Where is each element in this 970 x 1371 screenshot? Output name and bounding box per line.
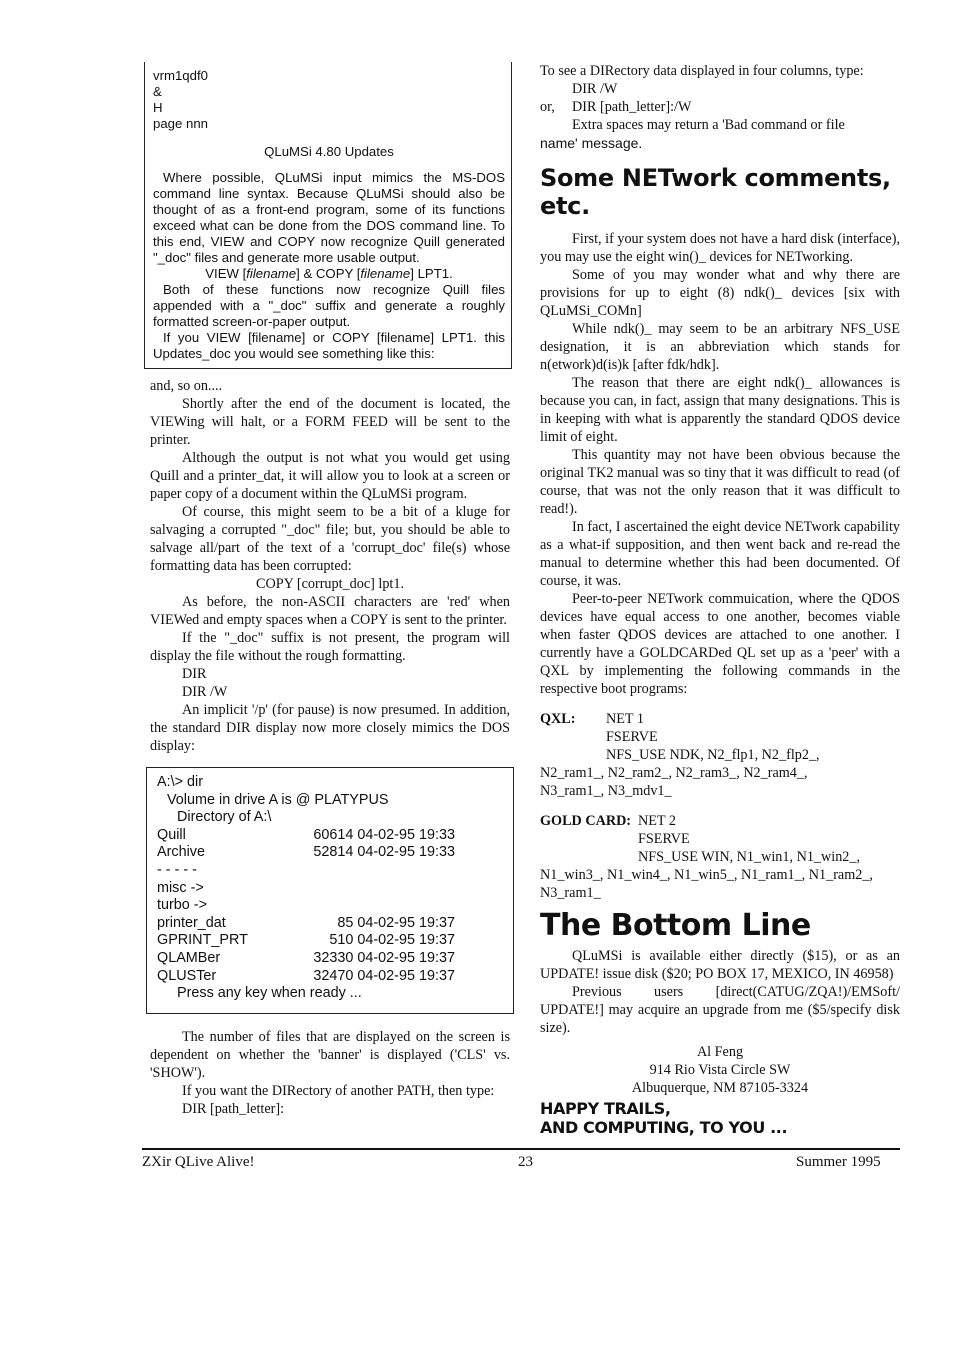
updates-box <box>144 62 512 369</box>
paragraph: QLuMSi is available either directly ($15), or as an UPDATE! issue disk ($20; PO BOX 17, MEXICO, IN 46958) <box>540 948 900 982</box>
file-name: printer_dat <box>157 914 226 931</box>
dir-separator: - - - - - <box>157 861 197 878</box>
gold-nfs: NFS_USE WIN, N1_win1, N1_win2_, <box>638 849 861 865</box>
paragraph: and, so on.... <box>150 378 223 394</box>
dir-entry <box>157 932 513 950</box>
address-city: Albuquerque, NM 87105-3324 <box>631 1080 809 1096</box>
qxl-label: QXL: <box>540 711 576 727</box>
dir-folder: turbo -> <box>157 897 207 914</box>
signoff-line: AND COMPUTING, TO YOU ... <box>540 1118 788 1137</box>
box-paragraph: Where possible, QLuMSi input mimics the MS-DOS command line syntax. Because QLuMSi should also be thought of as a front-end program, some of its functions exceed what can be done from the DOS command line. To this end, VIEW and COPY now recognize Quill generated "_doc" files and generate more usable output. <box>153 170 505 265</box>
file-info: 85 04-02-95 19:37 <box>337 914 455 931</box>
file-name: Archive <box>157 844 205 861</box>
bottom-line-body <box>540 947 900 1037</box>
box-title: QLuMSi 4.80 Updates <box>264 144 394 159</box>
box-line: H <box>153 100 163 115</box>
file-name: GPRINT_PRT <box>157 932 248 949</box>
paragraph: In fact, I ascertained the eight device NETwork capability as a what-if supposition, and then went back and re-read the manual to determine whether this had been documented. Of course, it was. <box>540 519 900 589</box>
paragraph: Previous users [direct(CATUG/ZQA!)/EMSoft/ UPDATE!] may acquire an upgrade from me ($5/specify disk size). <box>540 984 900 1036</box>
dir-directory: Directory of A:\ <box>177 809 272 826</box>
signoff-line: HAPPY TRAILS, <box>540 1099 671 1118</box>
command-line: DIR /W <box>572 81 618 97</box>
paragraph: Although the output is not what you would get using Quill and a printer_dat, it will allow you to look at a screen or paper copy of a document within the QLuMSi program. <box>150 450 510 502</box>
command-text: DIR [path_letter]:/W <box>572 99 692 115</box>
paragraph: An implicit '/p' (for pause) is now presumed. In addition, the standard DIR display now more closely mimics the DOS display: <box>150 702 510 754</box>
right-top <box>540 62 900 152</box>
qxl-line2: N2_ram1_, N2_ram2_, N2_ram3_, N2_ram4_, <box>540 765 808 781</box>
cmd-part: ] & COPY [ <box>296 266 361 281</box>
paragraph: Peer-to-peer NETwork commuication, where the QDOS devices have equal access to one another, becomes viable when faster QDOS devices are attached to one another. I currently have a GOLDCARDed QL set up as a 'peer' with a QXL by implementing the following commands in the respective boot programs: <box>540 591 900 697</box>
box-line: & <box>153 84 162 99</box>
section-heading-bottom-line: The Bottom Line <box>540 908 811 943</box>
dir-volume: Volume in drive A is @ PLATYPUS <box>167 791 389 808</box>
goldcard-block <box>540 812 900 902</box>
paragraph: Some of you may wonder what and why there are provisions for up to eight (8) ndk()_ devices [six with QLuMSi_COMn] <box>540 267 900 319</box>
qxl-net: NET 1 <box>606 711 644 727</box>
paragraph: First, if your system does not have a hard disk (interface), you may use the eight win()_ devices for NETworking. <box>540 231 900 265</box>
dir-entry <box>157 950 513 968</box>
command-line: DIR <box>182 666 207 682</box>
footer-publication: ZXir QLive Alive! <box>142 1154 255 1170</box>
box-paragraph: Both of these functions now recognize Quill files appended with a "_doc" suffix and generate a roughly formatted screen-or-paper output. <box>153 282 505 329</box>
paragraph: This quantity may not have been obvious because the original TK2 manual was so tiny that it was difficult to read (of course, that was not the only reason that it was difficult to read!). <box>540 447 900 517</box>
address-block <box>540 1043 900 1097</box>
dir-folder: misc -> <box>157 879 204 896</box>
cmd-italic: filename <box>246 266 297 281</box>
left-column <box>150 62 510 1118</box>
command-line: DIR /W <box>182 684 228 700</box>
file-info: 32470 04-02-95 19:37 <box>313 967 455 984</box>
or-label: or, <box>540 99 555 115</box>
address-name: Al Feng <box>696 1044 744 1060</box>
paragraph: While ndk()_ may seem to be an arbitrary NFS_USE designation, it is an abbreviation which stands for n(etwork)d(is)k [after fdk/hdk]. <box>540 321 900 373</box>
box-paragraph: If you VIEW [filename] or COPY [filename] LPT1. this Updates_doc you would see something like this: <box>153 330 505 361</box>
left-body-end <box>150 1028 510 1118</box>
qxl-line <box>540 710 900 728</box>
dir-listing-box <box>146 767 514 1014</box>
footer-rule <box>142 1148 900 1150</box>
qxl-block <box>540 710 900 800</box>
dir-entry <box>157 968 513 986</box>
gold-label: GOLD CARD: <box>540 813 632 829</box>
file-info: 52814 04-02-95 19:33 <box>313 844 455 861</box>
cmd-part: ] LPT1. <box>410 266 453 281</box>
paragraph: name' message. <box>540 135 643 151</box>
file-name: QLUSTer <box>157 967 217 984</box>
dir-prompt: A:\> dir <box>157 774 203 790</box>
box-command-line <box>153 266 505 282</box>
cmd-italic: filename <box>360 266 411 281</box>
dir-entry <box>157 827 513 845</box>
dir-entry <box>157 844 513 862</box>
file-name: QLAMBer <box>157 949 221 966</box>
file-info: 510 04-02-95 19:37 <box>329 932 455 949</box>
network-body <box>540 230 900 698</box>
paragraph: The number of files that are displayed on the screen is dependent on whether the 'banner' is displayed ('CLS' vs. 'SHOW'). <box>150 1028 510 1081</box>
file-info: 32330 04-02-95 19:37 <box>313 949 455 966</box>
command-line: COPY [corrupt_doc] lpt1. <box>255 576 405 592</box>
qxl-fserve: FSERVE <box>606 729 658 745</box>
box-line: page nnn <box>153 116 209 131</box>
happy-trails-signoff <box>540 1099 900 1137</box>
paragraph: To see a DIRectory data displayed in four columns, type: <box>540 63 864 79</box>
qxl-line3: N3_ram1_, N3_mdv1_ <box>540 783 672 799</box>
dir-press-key: Press any key when ready ... <box>177 985 362 1002</box>
right-column <box>540 62 900 1137</box>
paragraph: If the "_doc" suffix is not present, the program will display the file without the rough formatting. <box>150 630 510 664</box>
gold-fserve: FSERVE <box>638 831 690 847</box>
file-info: 60614 04-02-95 19:33 <box>313 826 455 843</box>
qxl-nfs: NFS_USE NDK, N2_flp1, N2_flp2_, <box>606 747 820 763</box>
paragraph: The reason that there are eight ndk()_ allowances is because you can, in fact, assign that many designations. This is in keeping with what is apparently the standard QDOS device limit of eight. <box>540 375 900 445</box>
gold-line2: N1_win3_, N1_win4_, N1_win5_, N1_ram1_, N1_ram2_, <box>540 867 873 883</box>
paragraph: Shortly after the end of the document is located, the VIEWing will halt, or a FORM FEED will be sent to the printer. <box>150 396 510 448</box>
footer-page-number: 23 <box>518 1154 533 1170</box>
cmd-part: VIEW [ <box>205 266 247 281</box>
box-line: vrm1qdf0 <box>153 68 208 83</box>
command-line-or <box>540 98 900 116</box>
paragraph: If you want the DIRectory of another PATH, then type: <box>182 1082 495 1099</box>
command-line: DIR [path_letter]: <box>182 1100 285 1117</box>
section-heading-network: Some NETwork comments, etc. <box>540 164 891 220</box>
paragraph: Extra spaces may return a 'Bad command or file <box>572 117 845 133</box>
gold-line <box>540 812 900 830</box>
dir-entry <box>157 915 513 933</box>
address-street: 914 Rio Vista Circle SW <box>649 1062 791 1078</box>
file-name: Quill <box>157 826 186 843</box>
gold-net: NET 2 <box>638 813 676 829</box>
footer-issue: Summer 1995 <box>796 1154 881 1170</box>
paragraph: Of course, this might seem to be a bit of a kluge for salvaging a corrupted "_doc" file; but, you should be able to salvage all/part of the text of a 'corrupt_doc' file(s) whose formatting data has been corrupted: <box>150 504 510 574</box>
left-body <box>150 377 510 755</box>
gold-line3: N3_ram1_ <box>540 885 601 901</box>
paragraph: As before, the non-ASCII characters are 'red' when VIEWed and empty spaces when a COPY is sent to the printer. <box>150 594 510 628</box>
